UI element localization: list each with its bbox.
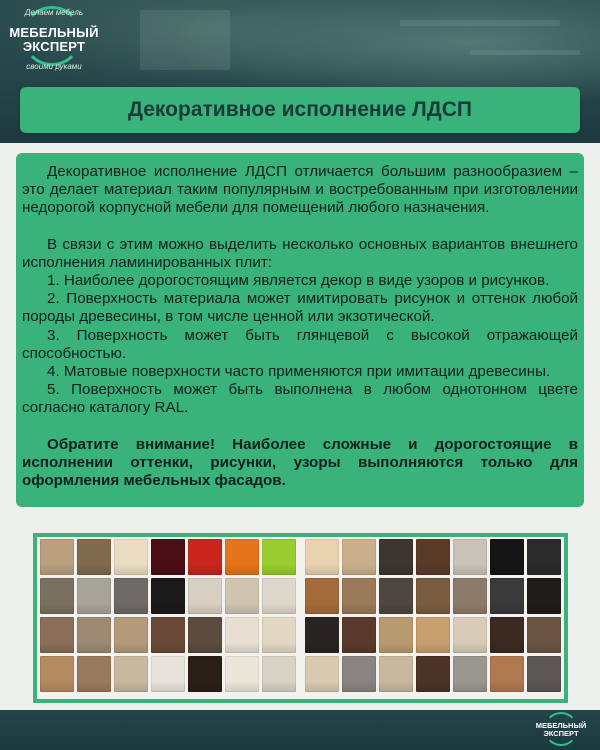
- title-bar: [20, 87, 580, 133]
- sample-tile: [262, 656, 296, 692]
- sample-tile: [151, 656, 185, 692]
- sample-tile: [416, 578, 450, 614]
- list-item-3: 3. Поверхность может быть глянцевой с высокой отражающей способностью.: [22, 326, 578, 362]
- sample-tile: [490, 539, 524, 575]
- logo-tagline-bottom: своими руками: [26, 62, 82, 71]
- logo-brand-line2: ЭКСПЕРТ: [22, 39, 86, 54]
- sample-tile: [416, 617, 450, 653]
- footer-logo-brand-text: [532, 722, 590, 738]
- sample-tile: [453, 656, 487, 692]
- brand-logo[interactable]: [8, 2, 100, 84]
- sample-tile: [114, 578, 148, 614]
- sample-tile: [114, 539, 148, 575]
- sample-tile: [40, 578, 74, 614]
- sample-tile: [114, 656, 148, 692]
- background-shelf: [470, 50, 580, 55]
- sample-tile: [305, 539, 339, 575]
- sample-board: [37, 537, 564, 699]
- sample-tile: [453, 617, 487, 653]
- sample-tile: [490, 617, 524, 653]
- sample-tile: [114, 617, 148, 653]
- sample-tile: [305, 617, 339, 653]
- sample-tile: [453, 578, 487, 614]
- lead-paragraph: В связи с этим можно выделить несколько основных вариантов внешнего исполнения ламинированных плит:: [22, 235, 578, 271]
- footer-banner: [0, 710, 600, 750]
- sample-tile: [151, 539, 185, 575]
- intro-paragraph: Декоративное исполнение ЛДСП отличается большим разнообразием – это делает материал таким популярным и востребованным при изготовлении недорогой корпусной мебели для помещений любого назначения.: [22, 163, 578, 217]
- sample-tile: [416, 656, 450, 692]
- logo-tagline-top: Делаем мебель: [24, 8, 84, 17]
- sample-tile: [379, 617, 413, 653]
- sample-tile: [225, 656, 259, 692]
- sample-tile: [262, 539, 296, 575]
- sample-tile: [77, 617, 111, 653]
- sample-tile: [527, 539, 561, 575]
- sample-tile: [40, 656, 74, 692]
- list-item-1: 1. Наиболее дорогостоящим является декор в виде узоров и рисунков.: [47, 272, 550, 290]
- sample-tile: [342, 656, 376, 692]
- sample-tile: [453, 539, 487, 575]
- list-item-4: 4. Матовые поверхности часто применяются при имитации древесины.: [47, 363, 551, 381]
- sample-tile: [527, 617, 561, 653]
- sample-tile: [262, 617, 296, 653]
- header-banner: [0, 0, 600, 143]
- sample-tile: [40, 539, 74, 575]
- sample-tile: [225, 578, 259, 614]
- sample-tile: [151, 578, 185, 614]
- sample-tile: [262, 578, 296, 614]
- sample-tile: [527, 578, 561, 614]
- content-card: [16, 153, 584, 507]
- sample-tile: [527, 656, 561, 692]
- sample-tile: [40, 617, 74, 653]
- sample-tile: [379, 656, 413, 692]
- sample-tile: [225, 539, 259, 575]
- footer-logo-line1: МЕБЕЛЬНЫЙ: [535, 721, 587, 730]
- background-shelf: [400, 20, 560, 26]
- footer-logo[interactable]: [532, 712, 590, 748]
- sample-tile: [77, 539, 111, 575]
- sample-tile: [188, 617, 222, 653]
- sample-board-image: [33, 533, 568, 703]
- footer-logo-line2: ЭКСПЕРТ: [543, 729, 579, 738]
- sample-tile: [305, 578, 339, 614]
- sample-tile: [342, 578, 376, 614]
- note-paragraph: Обратите внимание! Наиболее сложные и дорогостоящие в исполнении оттенки, рисунки, узоры выполняются только для оформления мебельных фасадов.: [22, 435, 578, 490]
- sample-tile: [379, 539, 413, 575]
- sample-tile: [77, 656, 111, 692]
- sample-tile: [188, 578, 222, 614]
- sample-tile: [342, 539, 376, 575]
- sample-tile: [188, 656, 222, 692]
- sample-tile: [416, 539, 450, 575]
- logo-brand-text: [8, 26, 100, 54]
- page-title: Декоративное исполнение ЛДСП: [128, 98, 472, 121]
- logo-brand-line1: МЕБЕЛЬНЫЙ: [9, 25, 99, 40]
- sample-tile: [77, 578, 111, 614]
- list-item-2: 2. Поверхность материала может имитировать рисунок и оттенок любой породы древесины, в том числе ценной или экзотической.: [22, 290, 578, 326]
- sample-tile: [490, 578, 524, 614]
- sample-tile: [379, 578, 413, 614]
- sample-tile: [342, 617, 376, 653]
- sample-tile: [188, 539, 222, 575]
- sample-tile: [225, 617, 259, 653]
- sample-tile: [305, 656, 339, 692]
- list-item-5: 5. Поверхность может быть выполнена в любом однотонном цвете согласно каталогу RAL.: [22, 381, 578, 417]
- sample-tile: [490, 656, 524, 692]
- sample-tile: [151, 617, 185, 653]
- background-window: [140, 10, 230, 70]
